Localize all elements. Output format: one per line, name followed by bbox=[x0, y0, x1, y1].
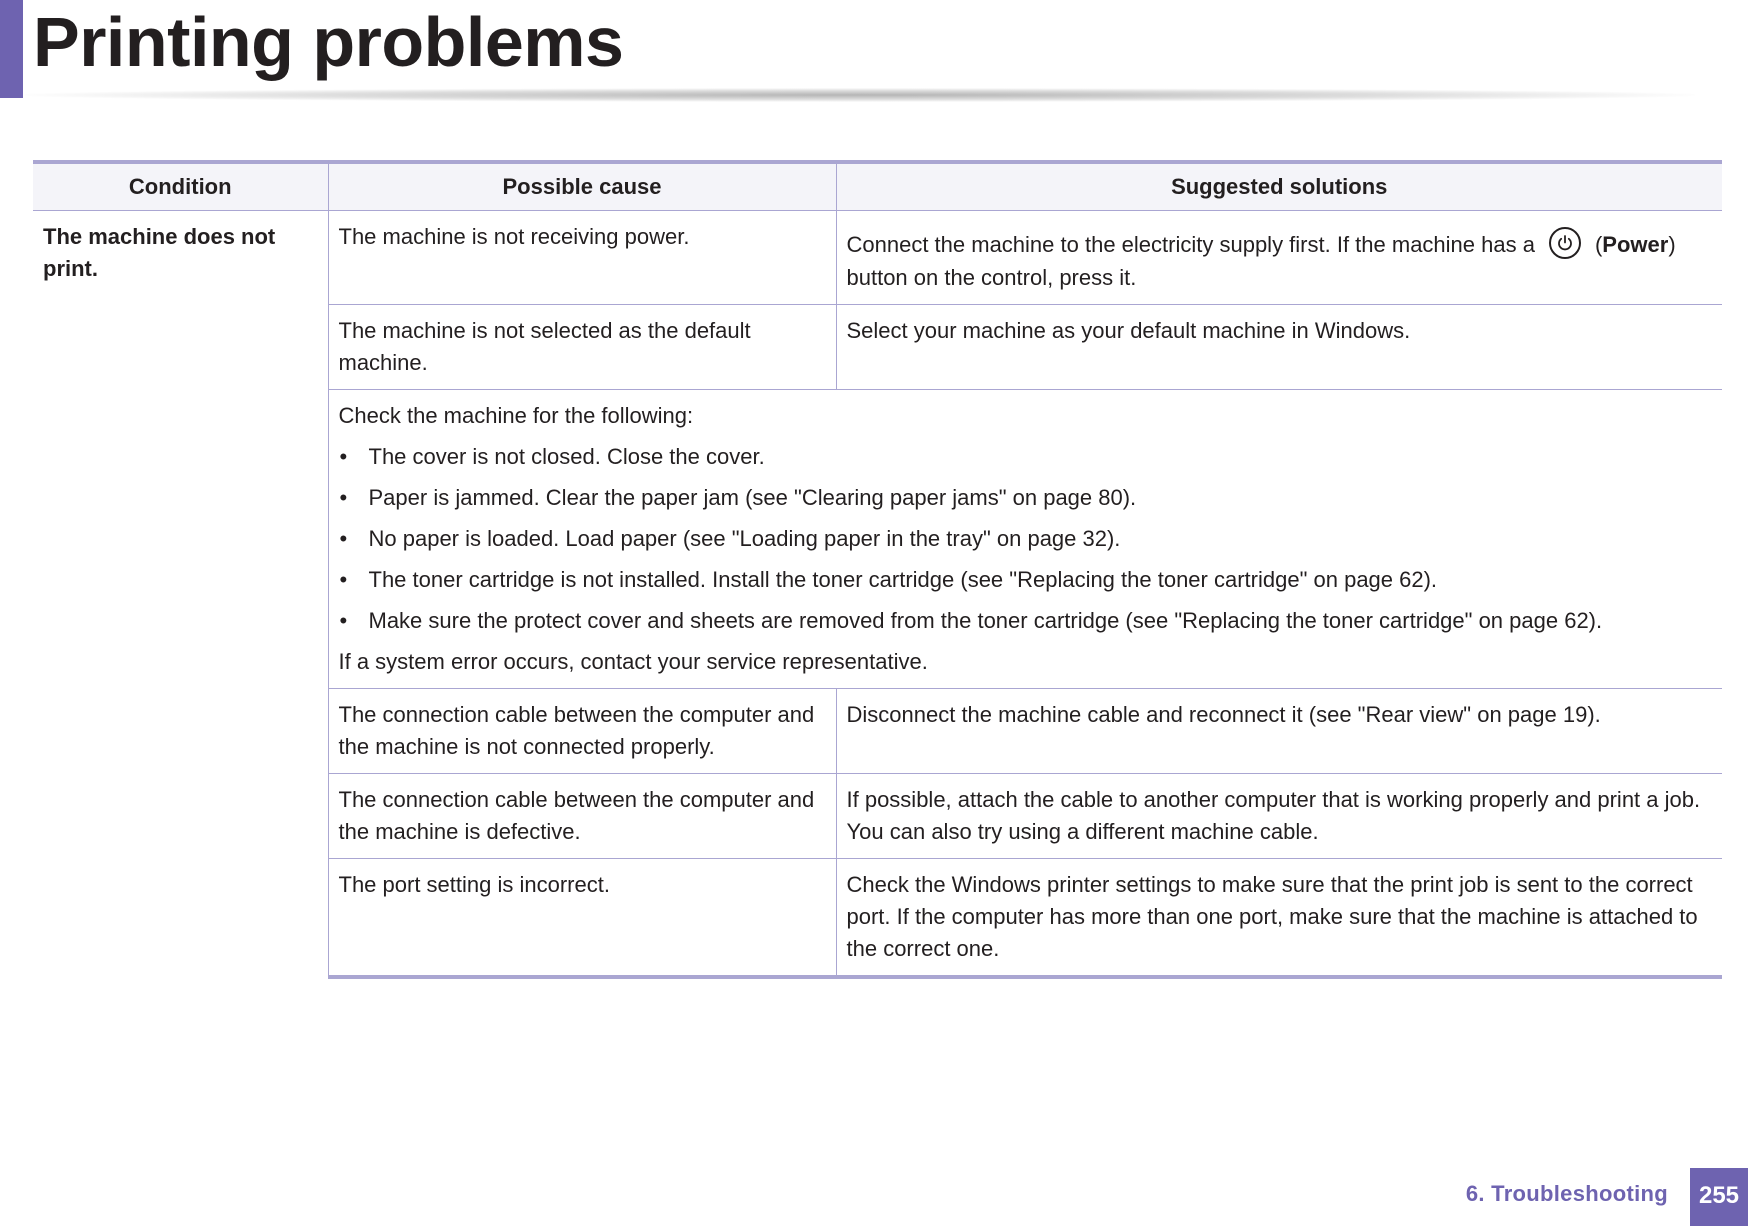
list-item: • The toner cartridge is not installed. Install the toner cartridge (see "Replacing the toner cartridge" on page 62). bbox=[339, 564, 1713, 596]
solution-text-after-icon: button on the control, press it. bbox=[846, 265, 1137, 291]
power-solution-text: Connect the machine to the electricity supply first. If the machine has a (Power) button on the control, press it. bbox=[847, 229, 1713, 294]
troubleshooting-table bbox=[33, 160, 1722, 979]
page-number-badge: 255 bbox=[1690, 1168, 1748, 1226]
title-accent-bar bbox=[0, 0, 23, 98]
check-intro: Check the machine for the following: bbox=[338, 403, 694, 429]
power-label: Power bbox=[1602, 232, 1669, 257]
cause-cell: The machine is not receiving power. bbox=[328, 211, 836, 305]
title-underline bbox=[25, 88, 1695, 102]
page-title: Printing problems bbox=[33, 3, 624, 81]
header-condition: Condition bbox=[33, 162, 328, 211]
list-item: • No paper is loaded. Load paper (see "Loading paper in the tray" on page 32). bbox=[339, 523, 1713, 555]
solution-cell bbox=[836, 211, 1722, 305]
cause-cell: The connection cable between the computer and the machine is defective. bbox=[328, 774, 836, 859]
cause-cell: The connection cable between the computer and the machine is not connected properly. bbox=[328, 689, 836, 774]
condition-cell: The machine does not print. bbox=[33, 211, 328, 978]
power-icon bbox=[1549, 227, 1581, 259]
list-item: • The cover is not closed. Close the cover. bbox=[339, 441, 1713, 473]
solution-text-before-icon: Connect the machine to the electricity supply first. If the machine has a bbox=[846, 232, 1535, 257]
check-outro: If a system error occurs, contact your service representative. bbox=[338, 649, 928, 675]
solution-cell: If possible, attach the cable to another computer that is working properly and print a job. You can also try using a different machine cable. bbox=[836, 774, 1722, 859]
footer-chapter-label: 6. Troubleshooting bbox=[1465, 1181, 1668, 1206]
list-item: • Make sure the protect cover and sheets are removed from the toner cartridge (see "Replacing the toner cartridge" on page 62). bbox=[339, 605, 1713, 637]
solution-cell: Check the Windows printer settings to make sure that the print job is sent to the correct port. If the computer has more than one port, make sure that the machine is attached to the correct one. bbox=[836, 859, 1722, 978]
table-header-row bbox=[33, 162, 1722, 211]
cause-cell: The machine is not selected as the default machine. bbox=[328, 305, 836, 390]
header-suggested-solutions: Suggested solutions bbox=[836, 162, 1722, 211]
check-list-cell bbox=[328, 390, 1722, 689]
table-row bbox=[33, 211, 1722, 305]
cause-cell: The port setting is incorrect. bbox=[328, 859, 836, 978]
solution-cell: Select your machine as your default machine in Windows. bbox=[836, 305, 1722, 390]
solution-cell: Disconnect the machine cable and reconnect it (see "Rear view" on page 19). bbox=[836, 689, 1722, 774]
header-possible-cause: Possible cause bbox=[328, 162, 836, 211]
list-item: • Paper is jammed. Clear the paper jam (see "Clearing paper jams" on page 80). bbox=[339, 482, 1713, 514]
check-bullet-list bbox=[339, 441, 1713, 637]
troubleshooting-table-wrapper bbox=[33, 160, 1722, 979]
